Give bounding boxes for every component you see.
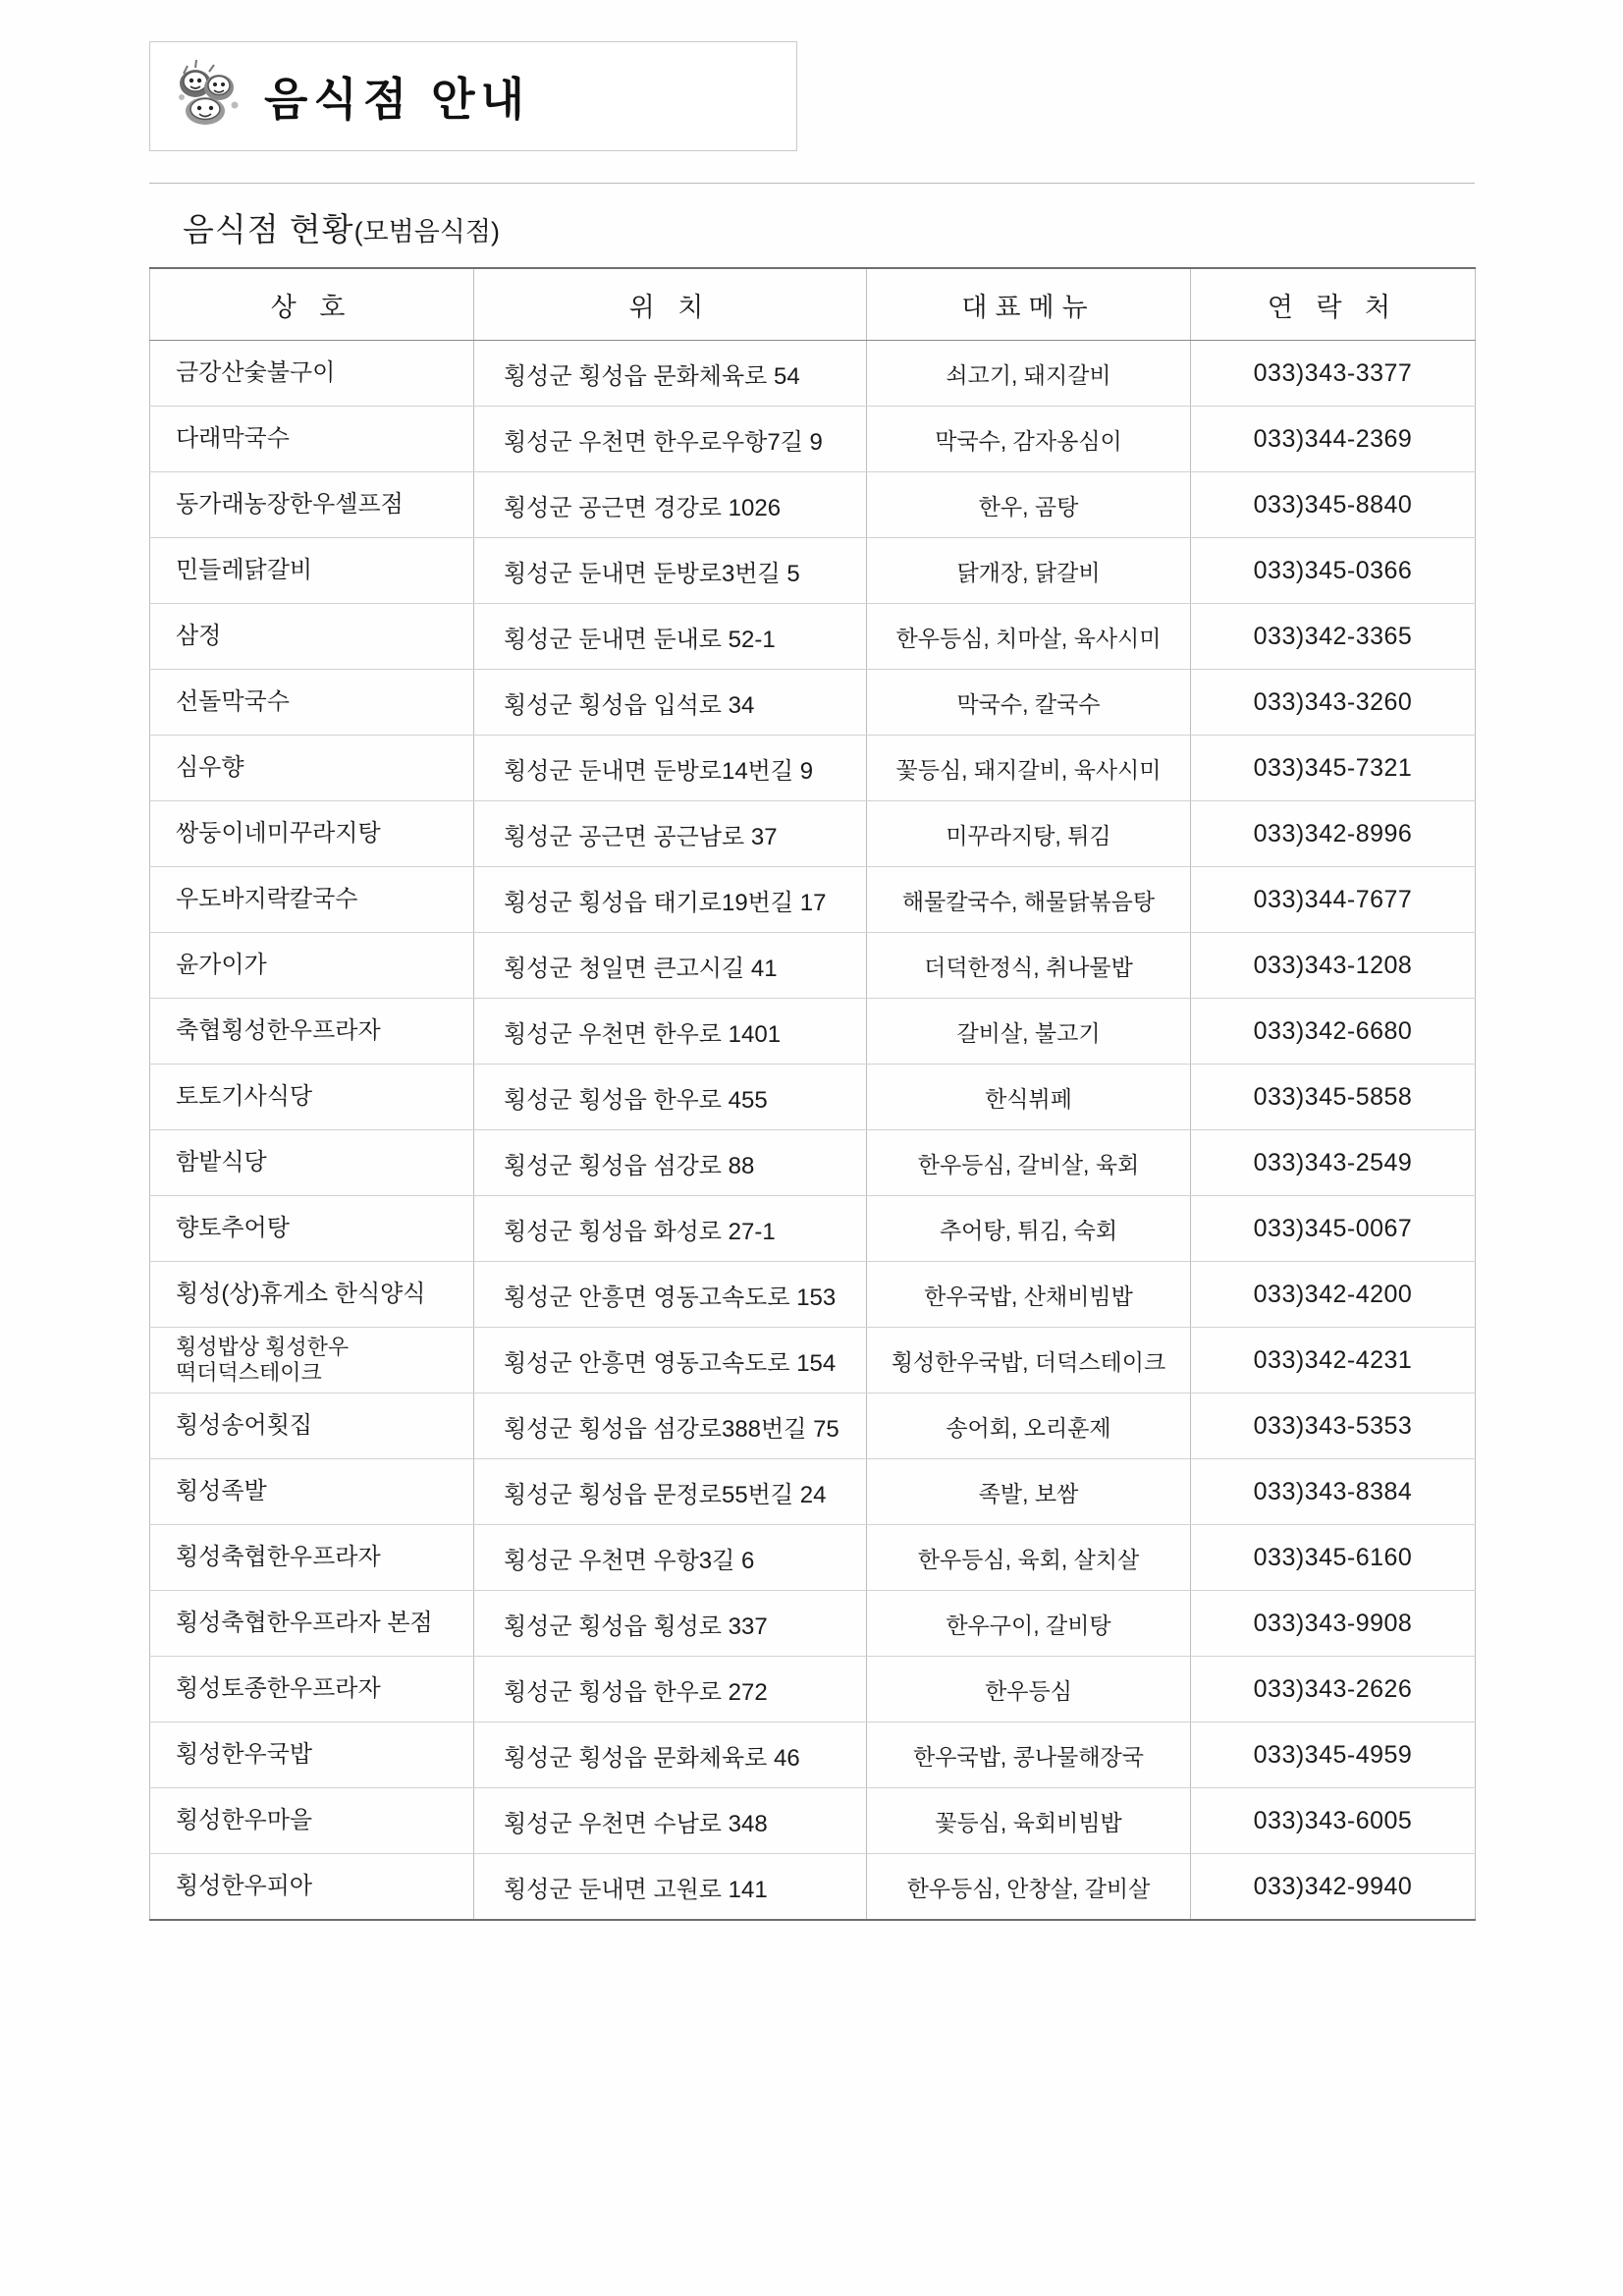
column-header-name: 상 호 <box>150 268 474 341</box>
table-row <box>150 1459 1476 1525</box>
cell-phone: 033)345-8840 <box>1191 472 1476 538</box>
cell-phone: 033)343-5353 <box>1191 1394 1476 1459</box>
cell-location: 횡성군 횡성읍 문정로55번길 24 <box>474 1459 867 1525</box>
cell-signature-menu: 한우구이, 갈비탕 <box>867 1591 1191 1657</box>
restaurant-table-container <box>149 267 1475 1921</box>
cell-restaurant-name: 횡성한우마을 <box>150 1788 474 1854</box>
table-row <box>150 670 1476 736</box>
cell-restaurant-name: 우도바지락칼국수 <box>150 867 474 933</box>
cell-location: 횡성군 청일면 큰고시길 41 <box>474 933 867 999</box>
cell-location: 횡성군 공근면 공근남로 37 <box>474 801 867 867</box>
cell-phone: 033)345-0067 <box>1191 1196 1476 1262</box>
cell-signature-menu: 추어탕, 튀김, 숙회 <box>867 1196 1191 1262</box>
cell-location: 횡성군 횡성읍 섬강로388번길 75 <box>474 1394 867 1459</box>
cell-restaurant-name: 쌍둥이네미꾸라지탕 <box>150 801 474 867</box>
table-row <box>150 341 1476 407</box>
cell-restaurant-name: 다래막국수 <box>150 407 474 472</box>
table-row <box>150 604 1476 670</box>
cell-location: 횡성군 횡성읍 한우로 272 <box>474 1657 867 1722</box>
cell-restaurant-name: 동가래농장한우셀프점 <box>150 472 474 538</box>
cell-restaurant-name: 토토기사식당 <box>150 1065 474 1130</box>
cell-restaurant-name: 축협횡성한우프라자 <box>150 999 474 1065</box>
cell-signature-menu: 한우등심, 갈비살, 육회 <box>867 1130 1191 1196</box>
cell-phone: 033)343-2549 <box>1191 1130 1476 1196</box>
cell-location: 횡성군 횡성읍 한우로 455 <box>474 1065 867 1130</box>
cell-phone: 033)343-6005 <box>1191 1788 1476 1854</box>
cell-signature-menu: 한우국밥, 산채비빔밥 <box>867 1262 1191 1328</box>
cell-phone: 033)343-3260 <box>1191 670 1476 736</box>
cell-phone: 033)342-4200 <box>1191 1262 1476 1328</box>
cell-phone: 033)345-5858 <box>1191 1065 1476 1130</box>
cell-restaurant-name: 금강산숯불구이 <box>150 341 474 407</box>
cell-signature-menu: 꽃등심, 돼지갈비, 육사시미 <box>867 736 1191 801</box>
cell-signature-menu: 한우등심, 안창살, 갈비살 <box>867 1854 1191 1921</box>
column-header-menu: 대표메뉴 <box>867 268 1191 341</box>
cell-restaurant-name: 민들레닭갈비 <box>150 538 474 604</box>
cell-signature-menu: 꽃등심, 육회비빔밥 <box>867 1788 1191 1854</box>
cell-location: 횡성군 횡성읍 섬강로 88 <box>474 1130 867 1196</box>
cell-signature-menu: 족발, 보쌈 <box>867 1459 1191 1525</box>
cell-location: 횡성군 횡성읍 문화체육로 46 <box>474 1722 867 1788</box>
table-row <box>150 1722 1476 1788</box>
cell-location: 횡성군 둔내면 둔방로14번길 9 <box>474 736 867 801</box>
table-row <box>150 736 1476 801</box>
cell-phone: 033)345-0366 <box>1191 538 1476 604</box>
cell-signature-menu: 한우등심, 육회, 살치살 <box>867 1525 1191 1591</box>
table-row <box>150 1657 1476 1722</box>
cell-signature-menu: 갈비살, 불고기 <box>867 999 1191 1065</box>
cell-location: 횡성군 우천면 수남로 348 <box>474 1788 867 1854</box>
cell-restaurant-name: 횡성한우국밥 <box>150 1722 474 1788</box>
cell-restaurant-name: 횡성한우피아 <box>150 1854 474 1921</box>
cell-restaurant-name: 윤가이가 <box>150 933 474 999</box>
cell-restaurant-name: 횡성족발 <box>150 1459 474 1525</box>
cell-restaurant-name: 삼정 <box>150 604 474 670</box>
cell-signature-menu: 한우국밥, 콩나물해장국 <box>867 1722 1191 1788</box>
cell-location: 횡성군 안흥면 영동고속도로 153 <box>474 1262 867 1328</box>
cell-phone: 033)343-2626 <box>1191 1657 1476 1722</box>
cell-restaurant-name: 횡성밥상 횡성한우 떡더덕스테이크 <box>150 1328 474 1394</box>
cell-signature-menu: 막국수, 칼국수 <box>867 670 1191 736</box>
cell-phone: 033)344-7677 <box>1191 867 1476 933</box>
table-row <box>150 472 1476 538</box>
cell-signature-menu: 더덕한정식, 취나물밥 <box>867 933 1191 999</box>
table-body <box>150 341 1476 1921</box>
cell-phone: 033)342-6680 <box>1191 999 1476 1065</box>
page-header <box>149 41 797 151</box>
table-row <box>150 1788 1476 1854</box>
table-row <box>150 538 1476 604</box>
cell-restaurant-name: 선돌막국수 <box>150 670 474 736</box>
section-title-note: (모범음식점) <box>353 217 500 246</box>
table-row <box>150 1854 1476 1921</box>
cell-phone: 033)343-3377 <box>1191 341 1476 407</box>
cell-signature-menu: 쇠고기, 돼지갈비 <box>867 341 1191 407</box>
table-row <box>150 1591 1476 1657</box>
cell-restaurant-name: 향토추어탕 <box>150 1196 474 1262</box>
cell-phone: 033)342-4231 <box>1191 1328 1476 1394</box>
cell-phone: 033)342-8996 <box>1191 801 1476 867</box>
cell-location: 횡성군 횡성읍 횡성로 337 <box>474 1591 867 1657</box>
cell-location: 횡성군 둔내면 둔내로 52-1 <box>474 604 867 670</box>
cell-phone: 033)344-2369 <box>1191 407 1476 472</box>
cell-location: 횡성군 횡성읍 화성로 27-1 <box>474 1196 867 1262</box>
cell-signature-menu: 닭개장, 닭갈비 <box>867 538 1191 604</box>
cell-phone: 033)345-7321 <box>1191 736 1476 801</box>
section-title <box>183 204 500 250</box>
cell-signature-menu: 한우등심 <box>867 1657 1191 1722</box>
cell-phone: 033)342-9940 <box>1191 1854 1476 1921</box>
cell-location: 횡성군 횡성읍 태기로19번길 17 <box>474 867 867 933</box>
cell-restaurant-name: 함밭식당 <box>150 1130 474 1196</box>
cell-phone: 033)345-6160 <box>1191 1525 1476 1591</box>
cell-signature-menu: 한우등심, 치마살, 육사시미 <box>867 604 1191 670</box>
cell-location: 횡성군 우천면 우항3길 6 <box>474 1525 867 1591</box>
table-row <box>150 999 1476 1065</box>
table-header-row <box>150 268 1476 341</box>
column-header-location: 위 치 <box>474 268 867 341</box>
cell-restaurant-name: 횡성축협한우프라자 <box>150 1525 474 1591</box>
table-row <box>150 1130 1476 1196</box>
cell-phone: 033)345-4959 <box>1191 1722 1476 1788</box>
table-row <box>150 1196 1476 1262</box>
cell-phone: 033)342-3365 <box>1191 604 1476 670</box>
cell-signature-menu: 송어회, 오리훈제 <box>867 1394 1191 1459</box>
cell-location: 횡성군 공근면 경강로 1026 <box>474 472 867 538</box>
food-characters-icon <box>166 54 250 138</box>
cell-location: 횡성군 안흥면 영동고속도로 154 <box>474 1328 867 1394</box>
table-row <box>150 1394 1476 1459</box>
cell-signature-menu: 미꾸라지탕, 튀김 <box>867 801 1191 867</box>
cell-location: 횡성군 둔내면 고원로 141 <box>474 1854 867 1921</box>
cell-signature-menu: 한식뷔페 <box>867 1065 1191 1130</box>
column-header-tel: 연 락 처 <box>1191 268 1476 341</box>
cell-restaurant-name: 횡성(상)휴게소 한식양식 <box>150 1262 474 1328</box>
cell-location: 횡성군 횡성읍 문화체육로 54 <box>474 341 867 407</box>
page-title: 음식점 안내 <box>264 74 530 125</box>
table-row <box>150 1328 1476 1394</box>
cell-restaurant-name: 횡성토종한우프라자 <box>150 1657 474 1722</box>
cell-signature-menu: 횡성한우국밥, 더덕스테이크 <box>867 1328 1191 1394</box>
cell-signature-menu: 한우, 곰탕 <box>867 472 1191 538</box>
cell-signature-menu: 해물칼국수, 해물닭볶음탕 <box>867 867 1191 933</box>
cell-phone: 033)343-8384 <box>1191 1459 1476 1525</box>
table-row <box>150 933 1476 999</box>
cell-location: 횡성군 횡성읍 입석로 34 <box>474 670 867 736</box>
table-row <box>150 1262 1476 1328</box>
section-title-main: 음식점 현황 <box>183 211 354 247</box>
cell-restaurant-name: 횡성축협한우프라자 본점 <box>150 1591 474 1657</box>
table-row <box>150 407 1476 472</box>
cell-phone: 033)343-1208 <box>1191 933 1476 999</box>
cell-restaurant-name: 횡성송어횟집 <box>150 1394 474 1459</box>
cell-phone: 033)343-9908 <box>1191 1591 1476 1657</box>
table-row <box>150 867 1476 933</box>
cell-location: 횡성군 둔내면 둔방로3번길 5 <box>474 538 867 604</box>
table-row <box>150 801 1476 867</box>
header-divider <box>149 183 1475 184</box>
cell-location: 횡성군 우천면 한우로 1401 <box>474 999 867 1065</box>
table-row <box>150 1065 1476 1130</box>
cell-signature-menu: 막국수, 감자옹심이 <box>867 407 1191 472</box>
restaurant-table <box>149 267 1476 1921</box>
table-row <box>150 1525 1476 1591</box>
cell-location: 횡성군 우천면 한우로우항7길 9 <box>474 407 867 472</box>
cell-restaurant-name: 심우향 <box>150 736 474 801</box>
